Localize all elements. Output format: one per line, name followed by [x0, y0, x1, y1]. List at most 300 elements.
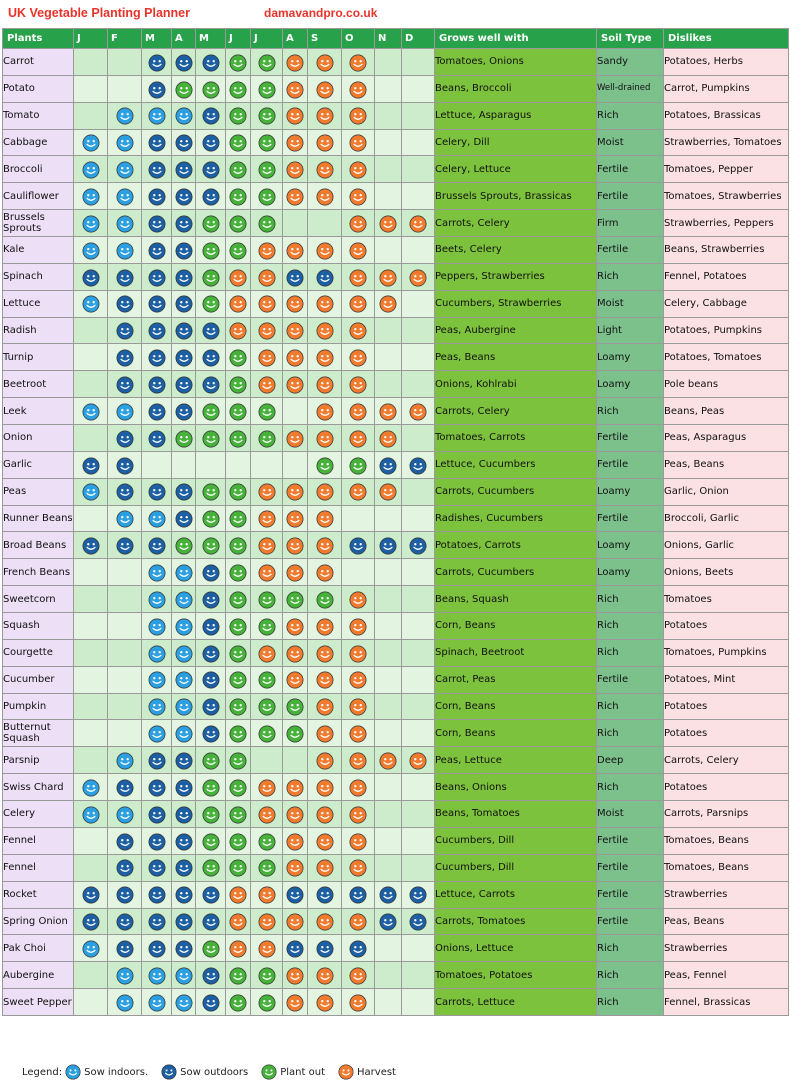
sow-indoors-icon	[148, 724, 166, 743]
month-cell	[342, 425, 375, 452]
harvest-icon	[258, 348, 276, 367]
month-cell	[308, 210, 342, 237]
harvest-icon	[258, 643, 276, 662]
plant-out-icon	[316, 589, 334, 608]
sow-indoors-icon	[148, 670, 166, 689]
harvest-icon	[258, 482, 276, 501]
grows-well-with: Brussels Sprouts, Brassicas	[435, 183, 597, 210]
sow-outdoors-icon	[316, 939, 334, 958]
grows-well-with: Carrots, Cucumbers	[435, 478, 597, 505]
plant-out-icon	[258, 965, 276, 984]
sow-indoors-icon	[175, 670, 193, 689]
month-cell	[74, 586, 108, 613]
sow-indoors-icon	[82, 160, 100, 179]
harvest-icon	[286, 348, 304, 367]
month-cell	[308, 478, 342, 505]
month-cell	[283, 854, 308, 881]
dislikes: Peas, Fennel	[664, 962, 789, 989]
plant-out-icon	[229, 536, 247, 555]
sow-indoors-icon	[175, 616, 193, 635]
harvest-icon	[258, 536, 276, 555]
grows-well-with: Cucumbers, Dill	[435, 854, 597, 881]
month-cell	[108, 156, 142, 183]
month-cell	[375, 210, 402, 237]
month-cell	[172, 451, 196, 478]
month-cell	[74, 693, 108, 720]
month-cell	[172, 344, 196, 371]
month-cell	[283, 317, 308, 344]
month-cell	[402, 49, 435, 76]
sow-outdoors-icon	[175, 912, 193, 931]
month-cell	[402, 371, 435, 398]
month-cell	[402, 129, 435, 156]
plant-name: Garlic	[3, 451, 74, 478]
month-cell	[226, 559, 251, 586]
harvest-icon	[286, 106, 304, 125]
plant-name: Cucumber	[3, 666, 74, 693]
plant-out-icon	[229, 482, 247, 501]
plant-name: Cauliflower	[3, 183, 74, 210]
plant-name: Beetroot	[3, 371, 74, 398]
sow-outdoors-icon	[82, 267, 100, 286]
sow-outdoors-icon	[379, 912, 397, 931]
month-cell	[251, 774, 283, 801]
month-cell	[402, 237, 435, 264]
month-cell	[142, 827, 172, 854]
month-cell	[402, 827, 435, 854]
harvest-icon	[379, 482, 397, 501]
month-cell	[196, 505, 226, 532]
sow-indoors-icon	[116, 240, 134, 259]
month-cell	[108, 290, 142, 317]
soil-type: Rich	[597, 935, 664, 962]
month-cell	[172, 854, 196, 881]
soil-type: Fertile	[597, 854, 664, 881]
dislikes: Beans, Strawberries	[664, 237, 789, 264]
header-dislikes: Dislikes	[664, 29, 789, 49]
month-cell	[74, 962, 108, 989]
month-cell	[375, 613, 402, 640]
month-cell	[196, 639, 226, 666]
plant-out-icon	[202, 267, 220, 286]
plant-out-icon	[258, 213, 276, 232]
month-cell	[226, 666, 251, 693]
sow-outdoors-icon	[116, 536, 134, 555]
harvest-icon	[286, 186, 304, 205]
plant-out-icon	[229, 563, 247, 582]
sow-outdoors-icon	[175, 160, 193, 179]
table-row	[3, 693, 789, 720]
month-cell	[74, 747, 108, 774]
plant-name: Lettuce	[3, 290, 74, 317]
harvest-icon	[349, 858, 367, 877]
month-cell	[402, 639, 435, 666]
month-cell	[172, 989, 196, 1016]
sow-outdoors-icon	[148, 321, 166, 340]
harvest-icon	[286, 670, 304, 689]
month-cell	[74, 532, 108, 559]
sow-indoors-icon	[116, 804, 134, 823]
harvest-icon	[316, 858, 334, 877]
month-cell	[308, 102, 342, 129]
month-cell	[342, 720, 375, 747]
month-cell	[402, 747, 435, 774]
header-month: A	[283, 29, 308, 49]
month-cell	[308, 237, 342, 264]
harvest-icon	[349, 482, 367, 501]
harvest-icon	[286, 321, 304, 340]
month-cell	[142, 935, 172, 962]
table-row	[3, 801, 789, 828]
sow-outdoors-icon	[82, 536, 100, 555]
month-cell	[375, 317, 402, 344]
month-cell	[251, 344, 283, 371]
plant-name: Aubergine	[3, 962, 74, 989]
month-cell	[74, 317, 108, 344]
month-cell	[196, 478, 226, 505]
month-cell	[108, 747, 142, 774]
month-cell	[226, 613, 251, 640]
month-cell	[108, 75, 142, 102]
month-cell	[308, 693, 342, 720]
soil-type: Loamy	[597, 371, 664, 398]
sow-outdoors-icon	[148, 133, 166, 152]
month-cell	[74, 290, 108, 317]
month-cell	[74, 129, 108, 156]
soil-type: Fertile	[597, 237, 664, 264]
harvest-icon	[316, 482, 334, 501]
header-month: N	[375, 29, 402, 49]
dislikes: Fennel, Brassicas	[664, 989, 789, 1016]
month-cell	[142, 854, 172, 881]
grows-well-with: Carrots, Cucumbers	[435, 559, 597, 586]
month-cell	[108, 210, 142, 237]
sow-outdoors-icon	[116, 939, 134, 958]
soil-type: Well-drained	[597, 75, 664, 102]
month-cell	[172, 801, 196, 828]
sow-outdoors-icon	[379, 536, 397, 555]
month-cell	[142, 49, 172, 76]
month-cell	[251, 639, 283, 666]
sow-outdoors-icon	[148, 858, 166, 877]
month-cell	[142, 989, 172, 1016]
sow-outdoors-icon	[148, 294, 166, 313]
month-cell	[226, 317, 251, 344]
harvest-icon	[258, 777, 276, 796]
month-cell	[226, 962, 251, 989]
plant-out-icon	[229, 186, 247, 205]
plant-out-icon	[258, 697, 276, 716]
month-cell	[375, 290, 402, 317]
harvest-icon	[379, 401, 397, 420]
month-cell	[226, 801, 251, 828]
month-cell	[172, 398, 196, 425]
month-cell	[142, 102, 172, 129]
harvest-icon	[286, 831, 304, 850]
sow-indoors-icon	[116, 992, 134, 1011]
month-cell	[402, 210, 435, 237]
sow-indoors-icon	[175, 697, 193, 716]
month-cell	[142, 371, 172, 398]
month-cell	[342, 505, 375, 532]
plant-name: Broad Beans	[3, 532, 74, 559]
soil-type: Rich	[597, 398, 664, 425]
legend-label: Legend:	[22, 1066, 63, 1078]
month-cell	[108, 801, 142, 828]
harvest-icon	[316, 186, 334, 205]
month-cell	[142, 75, 172, 102]
month-cell	[108, 935, 142, 962]
sow-outdoors-icon	[316, 267, 334, 286]
plant-out-icon	[229, 858, 247, 877]
harvest-icon	[349, 428, 367, 447]
month-cell	[74, 505, 108, 532]
month-cell	[226, 720, 251, 747]
sow-outdoors-icon	[148, 213, 166, 232]
plant-out-icon	[202, 751, 220, 770]
dislikes: Carrot, Pumpkins	[664, 75, 789, 102]
month-cell	[342, 559, 375, 586]
sow-indoors-icon	[116, 965, 134, 984]
month-cell	[172, 102, 196, 129]
grows-well-with: Beans, Broccoli	[435, 75, 597, 102]
month-cell	[74, 156, 108, 183]
grows-well-with: Potatoes, Carrots	[435, 532, 597, 559]
month-cell	[308, 801, 342, 828]
table-row	[3, 183, 789, 210]
harvest-icon	[286, 858, 304, 877]
plant-out-icon	[202, 79, 220, 98]
month-cell	[142, 639, 172, 666]
month-cell	[142, 774, 172, 801]
month-cell	[172, 720, 196, 747]
plant-out-icon	[202, 858, 220, 877]
sow-outdoors-icon	[175, 885, 193, 904]
harvest-icon	[349, 106, 367, 125]
month-cell	[308, 639, 342, 666]
harvest-icon	[286, 52, 304, 71]
sow-outdoors-icon	[116, 294, 134, 313]
month-cell	[283, 720, 308, 747]
table-row	[3, 129, 789, 156]
grows-well-with: Radishes, Cucumbers	[435, 505, 597, 532]
grows-well-with: Cucumbers, Dill	[435, 827, 597, 854]
plant-out-icon	[202, 536, 220, 555]
plant-name: Turnip	[3, 344, 74, 371]
harvest-icon	[349, 240, 367, 259]
plant-out-icon	[202, 804, 220, 823]
month-cell	[283, 129, 308, 156]
plant-out-icon	[258, 133, 276, 152]
month-cell	[142, 425, 172, 452]
month-cell	[308, 75, 342, 102]
soil-type: Fertile	[597, 827, 664, 854]
table-row	[3, 747, 789, 774]
sow-indoors-icon	[82, 482, 100, 501]
dislikes: Beans, Peas	[664, 398, 789, 425]
month-cell	[74, 237, 108, 264]
month-cell	[251, 666, 283, 693]
month-cell	[172, 639, 196, 666]
month-cell	[402, 290, 435, 317]
dislikes: Potatoes	[664, 693, 789, 720]
month-cell	[375, 989, 402, 1016]
month-cell	[402, 989, 435, 1016]
month-cell	[226, 908, 251, 935]
plant-out-icon	[229, 133, 247, 152]
sow-indoors-icon	[148, 563, 166, 582]
month-cell	[283, 774, 308, 801]
month-cell	[142, 478, 172, 505]
month-cell	[342, 371, 375, 398]
month-cell	[226, 183, 251, 210]
site-url: damavandpro.co.uk	[264, 6, 378, 20]
sow-indoors-icon	[175, 589, 193, 608]
grows-well-with: Carrots, Tomatoes	[435, 908, 597, 935]
table-row	[3, 49, 789, 76]
month-cell	[74, 881, 108, 908]
harvest-icon	[409, 267, 427, 286]
plant-name: Sweetcorn	[3, 586, 74, 613]
month-cell	[108, 854, 142, 881]
sow-indoors-icon	[148, 509, 166, 528]
month-cell	[142, 532, 172, 559]
plant-out-icon	[229, 831, 247, 850]
month-cell	[251, 801, 283, 828]
grows-well-with: Carrots, Celery	[435, 398, 597, 425]
month-cell	[283, 908, 308, 935]
soil-type: Rich	[597, 693, 664, 720]
harvest-icon	[316, 751, 334, 770]
month-cell	[196, 290, 226, 317]
month-cell	[226, 344, 251, 371]
month-cell	[375, 371, 402, 398]
soil-type: Fertile	[597, 451, 664, 478]
soil-type: Rich	[597, 263, 664, 290]
month-cell	[196, 210, 226, 237]
month-cell	[251, 827, 283, 854]
dislikes: Pole beans	[664, 371, 789, 398]
month-cell	[196, 263, 226, 290]
harvest-icon	[349, 374, 367, 393]
month-cell	[402, 720, 435, 747]
month-cell	[342, 451, 375, 478]
harvest-icon	[316, 106, 334, 125]
sow-outdoors-icon	[202, 160, 220, 179]
month-cell	[375, 747, 402, 774]
harvest-icon	[316, 133, 334, 152]
soil-type: Moist	[597, 290, 664, 317]
month-cell	[196, 935, 226, 962]
month-cell	[402, 613, 435, 640]
plant-out-icon	[258, 1064, 280, 1080]
month-cell	[283, 156, 308, 183]
month-cell	[108, 102, 142, 129]
harvest-icon	[379, 267, 397, 286]
sow-outdoors-icon	[116, 912, 134, 931]
dislikes: Strawberries, Tomatoes	[664, 129, 789, 156]
grows-well-with: Corn, Beans	[435, 720, 597, 747]
month-cell	[226, 935, 251, 962]
plant-name: Kale	[3, 237, 74, 264]
month-cell	[74, 75, 108, 102]
header-month: S	[308, 29, 342, 49]
table-header-row	[3, 29, 789, 49]
month-cell	[375, 183, 402, 210]
month-cell	[402, 263, 435, 290]
month-cell	[402, 183, 435, 210]
month-cell	[308, 183, 342, 210]
month-cell	[375, 639, 402, 666]
harvest-icon	[258, 563, 276, 582]
grows-well-with: Cucumbers, Strawberries	[435, 290, 597, 317]
month-cell	[283, 344, 308, 371]
month-cell	[342, 344, 375, 371]
soil-type: Fertile	[597, 425, 664, 452]
month-cell	[308, 263, 342, 290]
table-row	[3, 478, 789, 505]
grows-well-with: Beets, Celery	[435, 237, 597, 264]
plant-out-icon	[229, 348, 247, 367]
sow-outdoors-icon	[202, 885, 220, 904]
harvest-icon	[316, 536, 334, 555]
month-cell	[74, 344, 108, 371]
harvest-icon	[349, 294, 367, 313]
plant-name: Broccoli	[3, 156, 74, 183]
month-cell	[342, 693, 375, 720]
month-cell	[172, 263, 196, 290]
plant-out-icon	[229, 804, 247, 823]
plant-out-icon	[175, 79, 193, 98]
grows-well-with: Peppers, Strawberries	[435, 263, 597, 290]
soil-type: Rich	[597, 774, 664, 801]
month-cell	[342, 801, 375, 828]
month-cell	[283, 102, 308, 129]
dislikes: Potatoes	[664, 774, 789, 801]
month-cell	[172, 827, 196, 854]
harvest-icon	[349, 52, 367, 71]
plant-out-icon	[286, 589, 304, 608]
sow-outdoors-icon	[116, 777, 134, 796]
soil-type: Sandy	[597, 49, 664, 76]
sow-indoors-icon	[175, 563, 193, 582]
harvest-icon	[286, 160, 304, 179]
month-cell	[283, 371, 308, 398]
plant-out-icon	[229, 106, 247, 125]
month-cell	[308, 827, 342, 854]
month-cell	[108, 344, 142, 371]
sow-indoors-icon	[116, 133, 134, 152]
harvest-icon	[316, 428, 334, 447]
month-cell	[108, 881, 142, 908]
legend-text: Sow indoors.	[84, 1066, 149, 1078]
harvest-icon	[286, 133, 304, 152]
plant-name: Pumpkin	[3, 693, 74, 720]
month-cell	[342, 827, 375, 854]
header-month: D	[402, 29, 435, 49]
month-cell	[375, 962, 402, 989]
month-cell	[402, 559, 435, 586]
month-cell	[142, 881, 172, 908]
month-cell	[142, 801, 172, 828]
harvest-icon	[316, 401, 334, 420]
plant-out-icon	[229, 670, 247, 689]
month-cell	[308, 586, 342, 613]
grows-well-with: Corn, Beans	[435, 693, 597, 720]
table-row	[3, 881, 789, 908]
dislikes: Potatoes, Pumpkins	[664, 317, 789, 344]
table-row	[3, 559, 789, 586]
